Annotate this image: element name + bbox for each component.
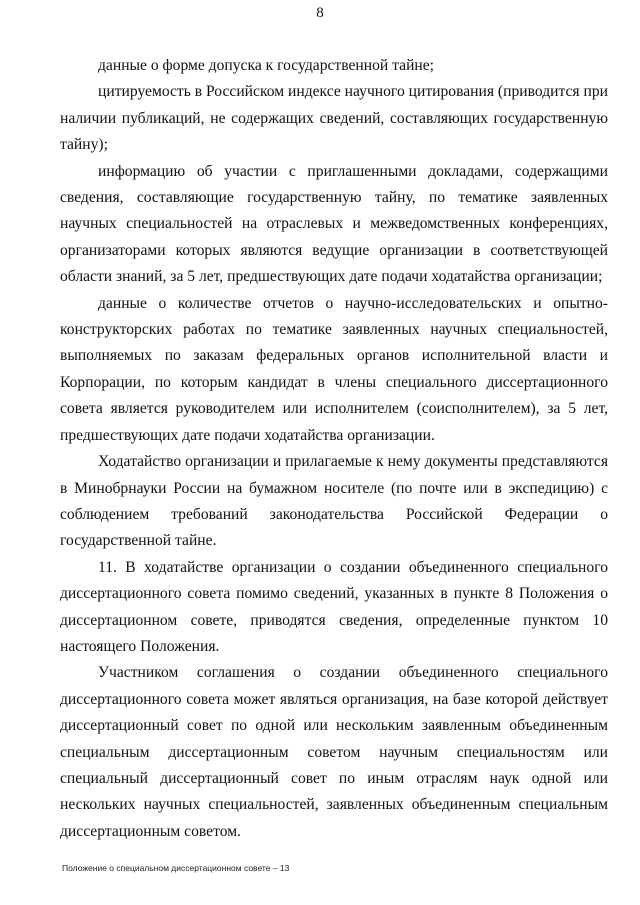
paragraph-citation-index: цитируемость в Российском индексе научного цитирования (приводится при наличии публикаций, не содержащих сведений, составляющих государственную тайну); [60, 83, 608, 154]
paragraph-conference-reports: информацию об участии с приглашенными докладами, содержащими сведения, составляющие государственную тайну, по тематике заявленных научных специальностей на отраслевых и межведомственных конференциях, организаторами которых являются ведущие организации в соответствующей области знаний, за 5 лет, предшествующих дате подачи ходатайства организации; [60, 162, 608, 286]
paragraph-clearance-form: данные о форме допуска к государственной тайне; [98, 57, 435, 74]
page-number: 8 [316, 5, 324, 21]
paragraph-research-reports: данные о количестве отчетов о научно-исследовательских и опытно-конструкторских работах по тематике заявленных научных специальностей, выполняемых по заказам федеральных органов исполнительной власти и Корпорации, по которым кандидат в члены специального диссертационного совета является руководителем или исполнителем (соисполнителем), за 5 лет, предшествующих дате подачи ходатайства организации. [60, 294, 608, 444]
document-body [60, 53, 608, 845]
paragraph-petition-submission: Ходатайство организации и прилагаемые к нему документы представляются в Минобрнауки России на бумажном носителе (по почте или в экспедицию) с соблюдением требований законодательства Российской Федерации о государственной тайне. [60, 453, 608, 550]
paragraph-agreement-participant: Участником соглашения о создании объединенного специального диссертационного совета может являться организация, на базе которой действует диссертационный совет по одной или нескольким заявленным объединенным специальным диссертационным советом научным специальностям или специальный диссертационный совет по иным отраслям наук одной или нескольких научных специальностей, заявленных объединенным специальным диссертационным советом. [60, 664, 608, 840]
paragraph-section-11: 11. В ходатайстве организации о создании объединенного специального диссертационного совета помимо сведений, указанных в пункте 8 Положения о диссертационном совете, приводятся сведения, определенные пунктом 10 настоящего Положения. [60, 558, 608, 655]
footer-document-reference: Положение о специальном диссертационном совете – 13 [62, 863, 290, 873]
